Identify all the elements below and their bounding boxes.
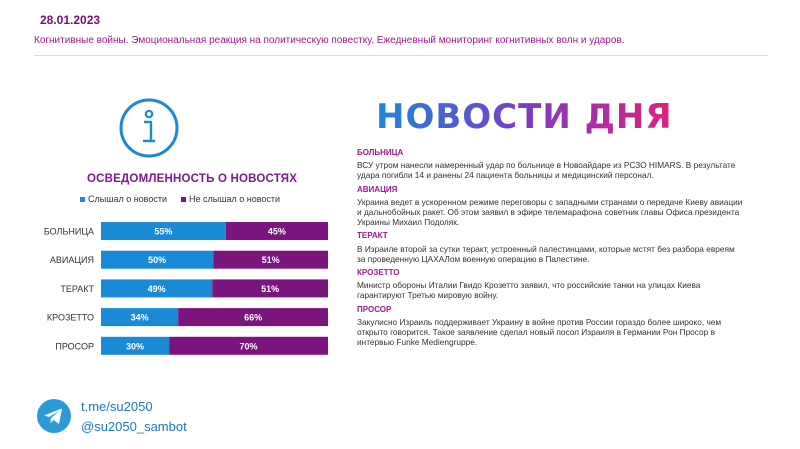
bar-value-label: 45% xyxy=(267,226,286,237)
category-label: ПРОСОР xyxy=(55,341,94,352)
bar-value-label: 66% xyxy=(244,312,263,323)
category-label: КРОЗЕТТО xyxy=(46,312,94,323)
bar-value-label: 70% xyxy=(239,341,258,352)
news-title: НОВОСТИ ДНЯ xyxy=(376,97,673,137)
legend-label-heard: Слышал о новости xyxy=(88,194,168,204)
news-item-heading: КРОЗЕТТО xyxy=(357,268,400,278)
bar-value-label: 55% xyxy=(154,226,173,237)
bar-value-label: 30% xyxy=(126,341,145,352)
bar-value-label: 49% xyxy=(147,283,166,294)
telegram-channel-link[interactable]: t.me/su2050 xyxy=(81,399,153,414)
chart-title: ОСВЕДОМЛЕННОСТЬ О НОВОСТЯХ xyxy=(87,173,298,185)
bar-value-label: 34% xyxy=(130,312,149,323)
category-label: БОЛЬНИЦА xyxy=(43,226,94,237)
category-label: АВИАЦИЯ xyxy=(49,255,94,266)
category-label: ТЕРАКТ xyxy=(60,283,94,294)
bar-value-label: 50% xyxy=(148,255,167,266)
news-item-text: Закулисно Израиль поддерживает Украину в войне против России гораздо более широко, чем открыто говорится. Такое заявление сделал новый посол Израиля в Германии Рон Просор в интервью Funke Mediengruppe. xyxy=(357,316,722,348)
bar-value-label: 51% xyxy=(261,255,280,266)
bar-value-label: 51% xyxy=(261,283,280,294)
news-item-heading: ТЕРАКТ xyxy=(357,231,388,241)
legend-label-not-heard: Не слышал о новости xyxy=(189,194,281,204)
news-item-text: ВСУ утром нанесли намеренный удар по больнице в Новоайдаре из РСЗО HIMARS. В результате удара погибли 14 и ранены 24 пациента больницы и медицинский персонал. xyxy=(357,160,736,181)
news-item-heading: АВИАЦИЯ xyxy=(357,184,398,194)
telegram-icon[interactable] xyxy=(36,398,72,434)
news-list xyxy=(357,148,745,351)
news-item-heading: БОЛЬНИЦА xyxy=(357,148,404,157)
date: 28.01.2023 xyxy=(40,13,101,27)
telegram-bot-link[interactable]: @su2050_sambot xyxy=(81,419,187,434)
news-item-text: Украина ведет в ускоренном режиме переговоры с западными странами о передаче Киеву авиации и дальнобойных ракет. Об этом заявил в эфире телемарафона советник главы Офиса президента Украины Михаил Подоляк. xyxy=(357,196,743,228)
news-item-heading: ПРОСОР xyxy=(357,304,392,314)
news-item-text: В Израиле второй за сутки теракт, устроенный палестинцами, которые мстят без разбора евреям за проведенную ЦАХАЛом военную операцию в Палестине. xyxy=(357,243,735,264)
news-item-text: Министр обороны Италии Гвидо Крозетто заявил, что российские танки на улицах Киева гарантируют Третью мировую войну. xyxy=(357,280,701,301)
page-subtitle: Когнитивные войны. Эмоциональная реакция на политическую повестку. Ежедневный мониторинг когнитивных волн и ударов. xyxy=(34,35,625,46)
